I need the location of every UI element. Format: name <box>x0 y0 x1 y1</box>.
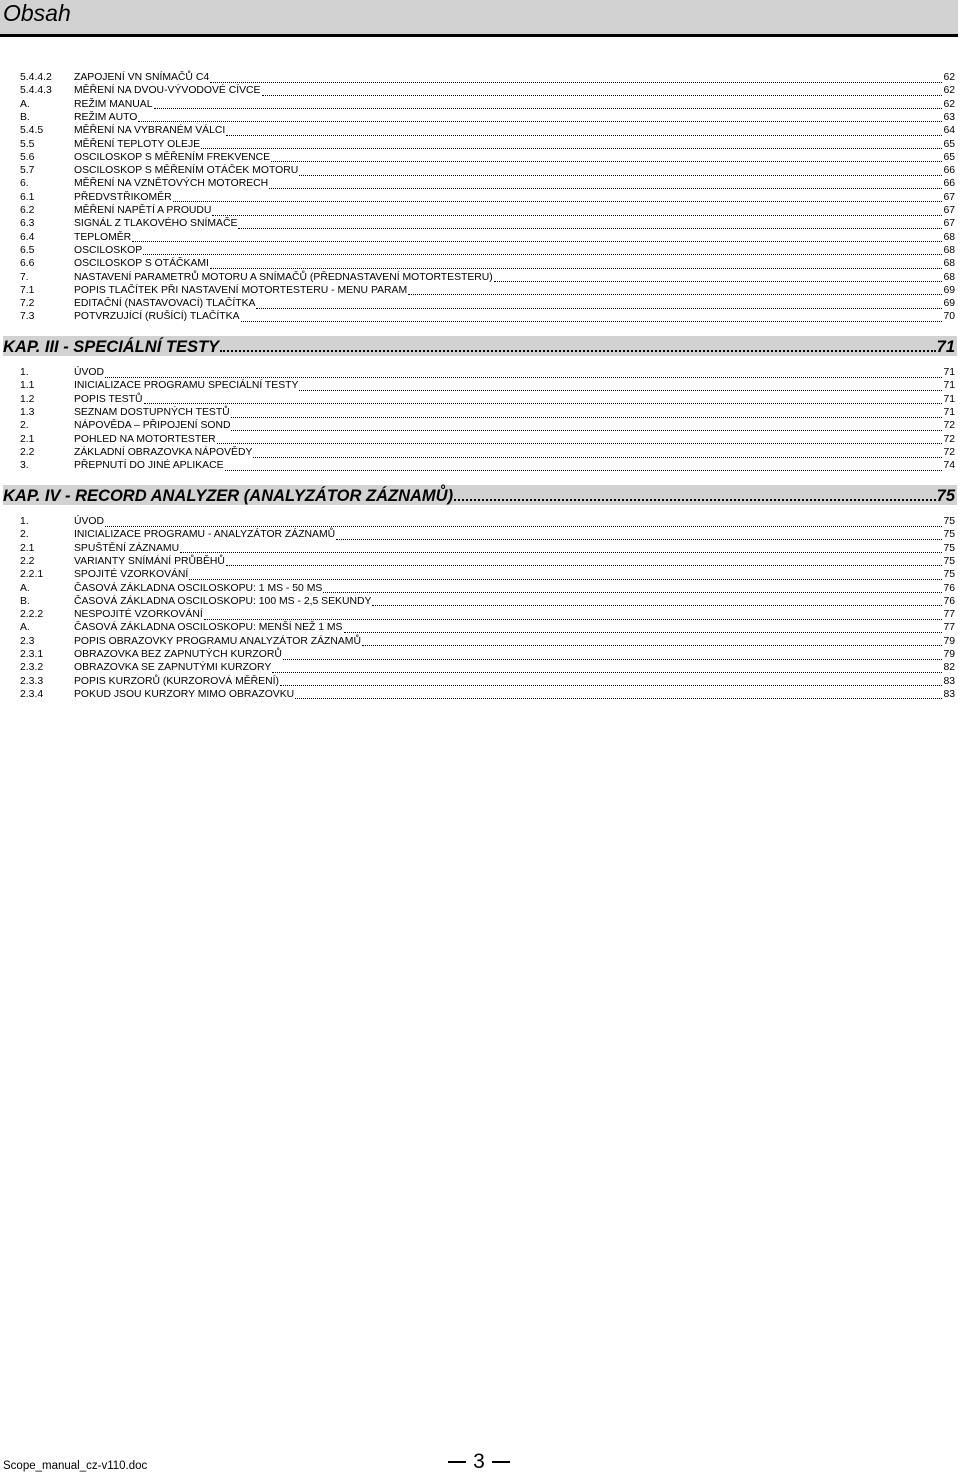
toc-entry-label: ÚVOD <box>74 367 105 378</box>
toc-entry-label: SIGNÁL Z TLAKOVÉHO SNÍMAČE <box>74 218 238 230</box>
toc-entry[interactable] <box>20 164 955 177</box>
toc-entry[interactable] <box>20 419 955 432</box>
toc-entry-label: MĚŘENÍ NA DVOU-VÝVODOVÉ CÍVCE <box>74 85 261 97</box>
toc-entry-number: 7.2 <box>20 298 35 310</box>
toc-entry-page: 71 <box>943 393 955 405</box>
dot-leader <box>295 689 942 699</box>
toc-entry-number: 7.1 <box>20 284 35 296</box>
toc-entry-label: PŘEDVSTŘIKOMĚR <box>74 191 172 203</box>
toc-entry-label: NASTAVENÍ PARAMETRŮ MOTORU A SNÍMAČŮ (PŘEDNASTAVENÍ MOTORTESTERU) <box>74 271 493 283</box>
toc-entry[interactable] <box>20 284 955 297</box>
dot-leader <box>231 408 943 418</box>
toc-entry-page: 66 <box>943 165 955 177</box>
toc-entry-label: TEPLOMĚR <box>74 231 132 243</box>
toc-entry-page: 69 <box>943 284 955 296</box>
toc-entry-number: 2.1 <box>20 542 35 554</box>
dot-leader <box>143 245 942 255</box>
toc-entry-number: 2.3.1 <box>20 649 44 660</box>
toc-entry-number: 5.4.4.2 <box>20 72 52 83</box>
toc-entry-number: 1. <box>20 367 29 378</box>
dot-leader <box>210 73 942 83</box>
toc-entry-label: OBRAZOVKA SE ZAPNUTÝMI KURZORY <box>74 662 272 674</box>
toc-entry-page: 69 <box>943 298 955 310</box>
dot-leader <box>271 152 942 162</box>
chapter-label: KAP. III - SPECIÁLNÍ TESTY <box>3 338 220 356</box>
dot-leader <box>138 112 942 122</box>
dot-leader <box>269 179 942 189</box>
toc-entry-page: 71 <box>943 367 955 378</box>
toc-entry-page: 77 <box>943 609 955 621</box>
toc-entry-number: 6.2 <box>20 205 35 216</box>
page-number: 3 <box>473 1450 485 1473</box>
toc-entry-label: POPIS TESTŮ <box>74 393 143 405</box>
toc-entry[interactable] <box>20 582 955 595</box>
toc-entry[interactable] <box>20 257 955 270</box>
toc-entry-number: 2.2.1 <box>20 569 44 581</box>
toc-entry[interactable] <box>20 151 955 164</box>
toc-entry[interactable] <box>20 555 955 568</box>
toc-entry-page: 75 <box>943 542 955 554</box>
toc-entry-label: POKUD JSOU KURZORY MIMO OBRAZOVKU <box>74 688 295 700</box>
toc-entry-label: NESPOJITÉ VZORKOVÁNÍ <box>74 609 203 621</box>
toc-entry-number: 3. <box>20 460 29 472</box>
dot-leader <box>201 139 942 149</box>
toc-entry[interactable] <box>20 608 955 621</box>
dot-leader <box>336 530 942 540</box>
toc-entry[interactable] <box>20 393 955 406</box>
toc-entry-number: 7.3 <box>20 311 35 323</box>
dot-leader <box>105 517 942 527</box>
toc-entry-label: OSCILOSKOP S OTÁČKAMI <box>74 258 209 270</box>
toc-entry-number: 2.3.4 <box>20 688 44 700</box>
dot-leader <box>226 556 943 566</box>
toc-entry-number: 1.1 <box>20 380 35 392</box>
toc-entry-label: ČASOVÁ ZÁKLADNA OSCILOSKOPU: MENŠÍ NEŽ 1 MS <box>74 622 343 634</box>
toc-entry-number: 2.1 <box>20 433 35 445</box>
toc-entry-page: 67 <box>943 191 955 203</box>
dot-leader <box>231 421 942 431</box>
toc-entry-page: 75 <box>943 569 955 581</box>
toc-entry-page: 75 <box>943 529 955 541</box>
toc-entry-number: 2.3.2 <box>20 662 44 674</box>
chapter-heading-3[interactable] <box>3 336 957 358</box>
toc-entry-page: 76 <box>943 595 955 607</box>
toc-entry-page: 64 <box>943 125 955 137</box>
toc-entry-number: 1.2 <box>20 393 35 405</box>
toc-entry[interactable] <box>20 433 955 446</box>
dot-leader <box>105 368 942 378</box>
dot-leader <box>220 336 936 352</box>
toc-entry-label: OSCILOSKOP S MĚŘENÍM OTÁČEK MOTORU <box>74 165 299 177</box>
toc-entry-number: 2. <box>20 420 29 432</box>
chapter-label: KAP. IV - RECORD ANALYZER (ANALYZÁTOR ZÁZNAMŮ) <box>3 487 454 505</box>
toc-entry[interactable] <box>20 204 955 217</box>
dot-leader <box>217 434 943 444</box>
toc-entry[interactable] <box>20 568 955 581</box>
toc-entry-page: 75 <box>943 516 955 527</box>
toc-entry-label: PŘEPNUTÍ DO JINÉ APLIKACE <box>74 460 224 472</box>
toc-entry-page: 62 <box>943 72 955 83</box>
toc-entry[interactable] <box>20 231 955 244</box>
dot-leader <box>238 219 942 229</box>
toc-entry-number: 2. <box>20 529 29 541</box>
toc-entry-page: 75 <box>943 555 955 567</box>
toc-entry-page: 68 <box>943 244 955 256</box>
toc-entry-label: POPIS OBRAZOVKY PROGRAMU ANALYZÁTOR ZÁZNAMŮ <box>74 635 361 647</box>
toc-entry[interactable] <box>20 528 955 541</box>
toc-entry-label: OSCILOSKOP S MĚŘENÍM FREKVENCE <box>74 151 271 163</box>
footer-page-number <box>448 1450 510 1474</box>
toc-entry-page: 77 <box>943 622 955 634</box>
toc-entry-page: 70 <box>943 311 955 323</box>
dot-leader <box>226 126 942 136</box>
toc-entry-number: A. <box>20 582 30 594</box>
toc-entry-label: VARIANTY SNÍMÁNÍ PRŮBĚHŮ <box>74 555 225 567</box>
toc-entry-page: 82 <box>943 662 955 674</box>
toc-entry-number: 5.6 <box>20 151 35 163</box>
toc-entry[interactable] <box>20 138 955 151</box>
toc-entry-number: B. <box>20 111 30 123</box>
toc-entry[interactable] <box>20 446 955 459</box>
toc-entry-number: 1.3 <box>20 407 35 419</box>
toc-entry-label: SEZNAM DOSTUPNÝCH TESTŮ <box>74 407 230 419</box>
toc-entry-number: 5.5 <box>20 138 35 150</box>
toc-entry-label: MĚŘENÍ NAPĚTÍ A PROUDU <box>74 205 212 216</box>
toc-entry-number: 5.4.4.3 <box>20 85 52 97</box>
toc-entry[interactable] <box>20 271 955 284</box>
toc-entry-label: INICIALIZACE PROGRAMU SPECIÁLNÍ TESTY <box>74 380 299 392</box>
dot-leader <box>323 583 942 593</box>
dot-leader <box>144 394 943 404</box>
toc-entry[interactable] <box>20 515 955 528</box>
toc-entry-page: 72 <box>943 447 955 459</box>
toc-entry-page: 79 <box>943 635 955 647</box>
toc-entry[interactable] <box>20 98 955 111</box>
dot-leader <box>280 676 942 686</box>
dot-leader <box>362 636 942 646</box>
toc-entry-label: MĚŘENÍ NA VYBRANÉM VÁLCI <box>74 125 226 137</box>
toc-entry-label: POHLED NA MOTORTESTER <box>74 433 216 445</box>
dot-leader <box>454 485 936 501</box>
toc-entry[interactable] <box>20 379 955 392</box>
toc-entry[interactable] <box>20 366 955 379</box>
toc-entry-page: 76 <box>943 582 955 594</box>
header-bar <box>0 0 958 34</box>
toc-entry-label: POTVRZUJÍCÍ (RUŠÍCÍ) TLAČÍTKA <box>74 311 240 323</box>
toc-entry-page: 67 <box>943 218 955 230</box>
toc-entry[interactable] <box>20 177 955 190</box>
toc-entry-label: ČASOVÁ ZÁKLADNA OSCILOSKOPU: 1 MS - 50 MS <box>74 582 323 594</box>
toc-entry-label: SPOJITÉ VZORKOVÁNÍ <box>74 569 189 581</box>
toc-entry-number: A. <box>20 98 30 110</box>
dot-leader <box>212 206 942 216</box>
toc-entry[interactable] <box>20 459 955 472</box>
page-dash-left <box>448 1461 466 1463</box>
chapter-page: 75 <box>936 487 955 505</box>
toc-entry-page: 68 <box>943 271 955 283</box>
toc-entry-page: 62 <box>943 98 955 110</box>
toc-entry-label: ÚVOD <box>74 516 105 527</box>
toc-entry[interactable] <box>20 217 955 230</box>
toc-entry-label: POPIS KURZORŮ (KURZOROVÁ MĚŘENÍ) <box>74 675 279 687</box>
dot-leader <box>132 232 942 242</box>
toc-entry[interactable] <box>20 688 955 701</box>
dot-leader <box>494 272 943 282</box>
toc-entry[interactable] <box>20 675 955 688</box>
dot-leader <box>180 543 942 553</box>
dot-leader <box>225 461 943 471</box>
page-title: Obsah <box>3 0 71 26</box>
dot-leader <box>272 663 942 673</box>
chapter-heading-4[interactable] <box>3 485 957 507</box>
toc-entry-page: 72 <box>943 420 955 432</box>
toc-entry-page: 68 <box>943 231 955 243</box>
toc-entry[interactable] <box>20 621 955 634</box>
dot-leader <box>344 623 943 633</box>
toc-entry[interactable] <box>20 661 955 674</box>
toc-entry[interactable] <box>20 310 955 323</box>
toc-entry[interactable] <box>20 648 955 661</box>
toc-entry-label: ZAPOJENÍ VN SNÍMAČŮ C4 <box>74 72 210 83</box>
toc-entry[interactable] <box>20 124 955 137</box>
toc-entry-label: ČASOVÁ ZÁKLADNA OSCILOSKOPU: 100 MS - 2,5 SEKUNDY <box>74 595 372 607</box>
toc-entry-page: 74 <box>943 460 955 472</box>
dot-leader <box>299 166 942 176</box>
dot-leader <box>256 299 942 309</box>
toc-entry-page: 66 <box>943 178 955 190</box>
toc-entry-label: NÁPOVĚDA – PŘIPOJENÍ SOND <box>74 420 231 432</box>
toc-entry-number: 2.3 <box>20 635 35 647</box>
header-divider <box>0 34 958 37</box>
dot-leader <box>173 192 943 202</box>
toc-entry-page: 63 <box>943 111 955 123</box>
chapter-page: 71 <box>936 338 955 356</box>
toc-entry-label: MĚŘENÍ NA VZNĚTOVÝCH MOTORECH <box>74 178 269 190</box>
toc-entry-number: 2.2 <box>20 447 35 459</box>
toc-entry[interactable] <box>20 84 955 97</box>
toc-entry-label: OSCILOSKOP <box>74 244 143 256</box>
toc-entry-number: A. <box>20 622 30 634</box>
toc-entry-number: 5.7 <box>20 165 35 177</box>
toc-entry-page: 71 <box>943 407 955 419</box>
toc-entry-page: 83 <box>943 675 955 687</box>
toc-entry-page: 65 <box>943 151 955 163</box>
toc-entry-page: 68 <box>943 258 955 270</box>
toc-entry-label: SPUŠTĚNÍ ZÁZNAMU <box>74 542 180 554</box>
dot-leader <box>253 448 942 458</box>
toc-entry[interactable] <box>20 542 955 555</box>
toc-entry-label: INICIALIZACE PROGRAMU - ANALYZÁTOR ZÁZNAMŮ <box>74 529 336 541</box>
toc-entry[interactable] <box>20 244 955 257</box>
toc-entry-number: 2.2 <box>20 555 35 567</box>
toc-entry[interactable] <box>20 111 955 124</box>
toc-entry-label: ZÁKLADNÍ OBRAZOVKA NÁPOVĚDY <box>74 447 253 459</box>
toc-entry-number: 6.1 <box>20 191 35 203</box>
dot-leader <box>283 650 943 660</box>
dot-leader <box>408 285 942 295</box>
dot-leader <box>204 610 943 620</box>
toc-entry-page: 79 <box>943 649 955 660</box>
toc-entry-page: 83 <box>943 688 955 700</box>
toc-entry[interactable] <box>20 191 955 204</box>
toc-entry-number: 2.2.2 <box>20 609 44 621</box>
dot-leader <box>154 99 943 109</box>
toc-entry-label: OBRAZOVKA BEZ ZAPNUTÝCH KURZORŮ <box>74 649 282 660</box>
toc-entry-number: 6.6 <box>20 258 35 270</box>
toc-entry-number: 1. <box>20 516 29 527</box>
toc-entry[interactable] <box>20 71 955 84</box>
dot-leader <box>241 312 943 322</box>
footer-filename: Scope_manual_cz-v110.doc <box>3 1460 148 1472</box>
dot-leader <box>372 596 942 606</box>
toc-entry-label: REŽIM AUTO <box>74 111 138 123</box>
toc-entry-number: B. <box>20 595 30 607</box>
toc-entry[interactable] <box>20 635 955 648</box>
toc-entry-number: 5.4.5 <box>20 125 44 137</box>
toc-entry-label: EDITAČNÍ (NASTAVOVACÍ) TLAČÍTKA <box>74 298 256 310</box>
toc-entry-page: 71 <box>943 380 955 392</box>
toc-entry-page: 65 <box>943 138 955 150</box>
dot-leader <box>189 570 942 580</box>
toc-entry-number: 6.5 <box>20 244 35 256</box>
toc-entry-label: REŽIM MANUAL <box>74 98 153 110</box>
toc-entry[interactable] <box>20 406 955 419</box>
dot-leader <box>262 86 943 96</box>
toc-entry-page: 67 <box>943 205 955 216</box>
toc-entry-label: MĚŘENÍ TEPLOTY OLEJE <box>74 138 201 150</box>
toc-entry-page: 72 <box>943 433 955 445</box>
toc-entry-number: 2.3.3 <box>20 675 44 687</box>
toc-entry-number: 6.4 <box>20 231 35 243</box>
toc-entry-number: 6. <box>20 178 29 190</box>
toc-entry-page: 62 <box>943 85 955 97</box>
toc-entry-label: POPIS TLAČÍTEK PŘI NASTAVENÍ MOTORTESTERU - MENU PARAM <box>74 284 408 296</box>
toc-entry-number: 6.3 <box>20 218 35 230</box>
dot-leader <box>299 381 942 391</box>
dot-leader <box>210 259 943 269</box>
toc-entry[interactable] <box>20 595 955 608</box>
toc-entry-number: 7. <box>20 271 29 283</box>
toc-entry[interactable] <box>20 297 955 310</box>
page-dash-right <box>492 1461 510 1463</box>
